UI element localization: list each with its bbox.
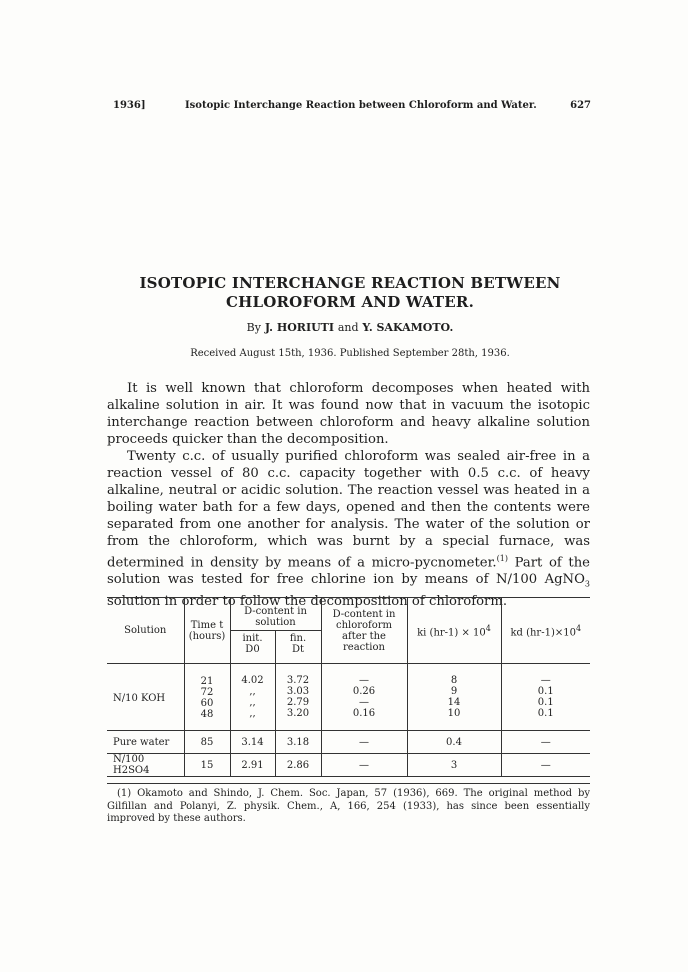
koh-init-1: 4.02 <box>241 675 264 686</box>
koh-time-3: 60 <box>200 698 214 709</box>
koh-fin-2: 3.03 <box>286 686 310 697</box>
water-kd: — <box>501 731 590 754</box>
acid-dchl: — <box>321 754 407 777</box>
koh-time-cell <box>184 664 230 731</box>
paragraph-1: It is well known that chloroform decomposes when heated with alkaline solution in air. It was found now that in vacuum the isotopic interchange reaction between chloroform and heavy alkaline solution proceeds quicker than the decomposition. <box>107 381 590 447</box>
acid-fin: 2.86 <box>275 754 321 777</box>
fin-header-line-2: Dt <box>291 644 305 655</box>
col-header-time <box>184 598 230 664</box>
koh-fin-3: 2.79 <box>286 697 310 708</box>
acid-kd: — <box>501 754 590 777</box>
article-body <box>107 380 590 610</box>
article-title <box>100 274 600 312</box>
col-header-solution: Solution <box>107 598 184 664</box>
fin-header-line-1: fin. <box>289 633 307 644</box>
koh-time-1: 21 <box>200 676 214 687</box>
paragraph-2 <box>107 448 590 610</box>
koh-label: N/10 KOH <box>113 692 166 704</box>
koh-ki-3: 14 <box>447 697 461 708</box>
byline-by: By <box>246 321 261 334</box>
running-title: Isotopic Interchange Reaction between Chloroform and Water. <box>185 100 537 111</box>
koh-kd-1: — <box>540 675 551 686</box>
koh-fin-cell <box>275 664 321 731</box>
time-header-line-1: Time t <box>190 619 224 631</box>
received-dates: Received August 15th, 1936. Published September 28th, 1936. <box>190 348 510 359</box>
title-line-2: CHLOROFORM AND WATER. <box>225 293 475 311</box>
water-time: 85 <box>184 731 230 754</box>
author-1: J. HORIUTI <box>264 321 335 334</box>
table-row-acid <box>107 754 590 777</box>
footnote <box>107 788 590 826</box>
acid-time: 15 <box>184 754 230 777</box>
koh-kd-4: 0.1 <box>537 708 554 719</box>
koh-ki-cell <box>407 664 501 731</box>
title-line-1: ISOTOPIC INTERCHANGE REACTION BETWEEN <box>139 274 561 292</box>
paragraph-2-part-2: Part of the solution was tested for free chlorine ion by means of N/100 AgNO <box>107 555 590 588</box>
water-ki: 0.4 <box>407 731 501 754</box>
col-header-ki <box>407 598 501 664</box>
col-header-kd <box>501 598 590 664</box>
footnote-ref-1: (1) <box>496 554 508 563</box>
byline-and: and <box>337 321 359 334</box>
koh-init-3: ,, <box>249 697 256 708</box>
koh-kd-2: 0.1 <box>537 686 554 697</box>
koh-ki-2: 9 <box>450 686 458 697</box>
dchl-header-line-4: reaction <box>343 641 385 653</box>
time-header-line-2: (hours) <box>188 630 226 642</box>
paragraph-2-part-3: solution in order to follow the decomposition of chloroform. <box>107 594 508 610</box>
paragraph-2-part-1: Twenty c.c. of usually purified chloroform was sealed air-free in a reaction vessel of 80 c.c. capacity together with 0.5 c.c. of heavy alkaline, neutral or acidic solution. The reaction vessel was heated in a boiling water bath for a few days, opened and then the contents were separated from one another for analysis. The water of the solution or from the chloroform, which was burnt by a special furnace, was determined in density by means of a micro-pycnometer. <box>107 449 590 571</box>
koh-kd-cell <box>501 664 590 731</box>
dsol-header-line-1: D-content in <box>244 606 307 617</box>
init-header-line-2: D0 <box>245 644 260 655</box>
footnote-divider <box>107 783 590 784</box>
water-label: Pure water <box>107 731 184 754</box>
water-dchl: — <box>321 731 407 754</box>
init-header-line-1: init. <box>242 633 263 644</box>
ki-header-text: ki (hr-1) × 10 <box>417 627 486 639</box>
paragraph-2-subscript: 3 <box>584 580 590 590</box>
byline <box>100 321 600 334</box>
koh-fin-4: 3.20 <box>286 708 310 719</box>
dsol-header-line-2: solution <box>255 617 296 628</box>
acid-init: 2.91 <box>230 754 275 777</box>
col-header-init <box>230 631 275 664</box>
col-header-fin <box>275 631 321 664</box>
water-init: 3.14 <box>230 731 275 754</box>
col-header-dchloroform <box>321 598 407 664</box>
kd-header-exponent: 4 <box>575 623 582 633</box>
table-row-koh <box>107 664 590 731</box>
koh-kd-3: 0.1 <box>537 697 554 708</box>
page-number: 627 <box>570 100 591 111</box>
footnote-1: (1) Okamoto and Shindo, J. Chem. Soc. Japan, 57 (1936), 669. The original method by Gilfillan and Polanyi, Z. physik. Chem., A, 166, 254 (1933), has since been essentially improved by these authors. <box>107 788 590 824</box>
author-2: Y. SAKAMOTO. <box>362 321 454 334</box>
koh-init-2: ,, <box>249 686 256 697</box>
ki-header-exponent: 4 <box>485 623 491 633</box>
table-row-water <box>107 731 590 754</box>
koh-dchl-3: — <box>359 697 369 708</box>
results-table <box>107 597 590 777</box>
koh-time-4: 48 <box>200 709 214 720</box>
dchl-header-line-2: chloroform <box>335 619 393 631</box>
acid-label: N/100 H2SO4 <box>107 754 184 777</box>
koh-dchl-cell <box>321 664 407 731</box>
koh-init-cell <box>230 664 275 731</box>
dchl-header-line-1: D-content in <box>332 608 396 620</box>
koh-ki-4: 10 <box>447 708 461 719</box>
koh-init-4: ,, <box>249 708 256 719</box>
kd-header-text: kd (hr-1)×10 <box>510 627 576 639</box>
header-year: 1936] <box>113 100 146 111</box>
dchl-header-line-3: after the <box>342 630 386 642</box>
koh-time-2: 72 <box>200 687 214 698</box>
water-fin: 3.18 <box>275 731 321 754</box>
koh-ki-1: 8 <box>450 675 458 686</box>
col-header-dsolution <box>230 598 321 631</box>
koh-dchl-4: 0.16 <box>352 708 376 719</box>
koh-dchl-1: — <box>359 675 369 686</box>
koh-fin-1: 3.72 <box>286 675 310 686</box>
koh-dchl-2: 0.26 <box>352 686 376 697</box>
running-header <box>113 100 591 120</box>
acid-ki: 3 <box>407 754 501 777</box>
